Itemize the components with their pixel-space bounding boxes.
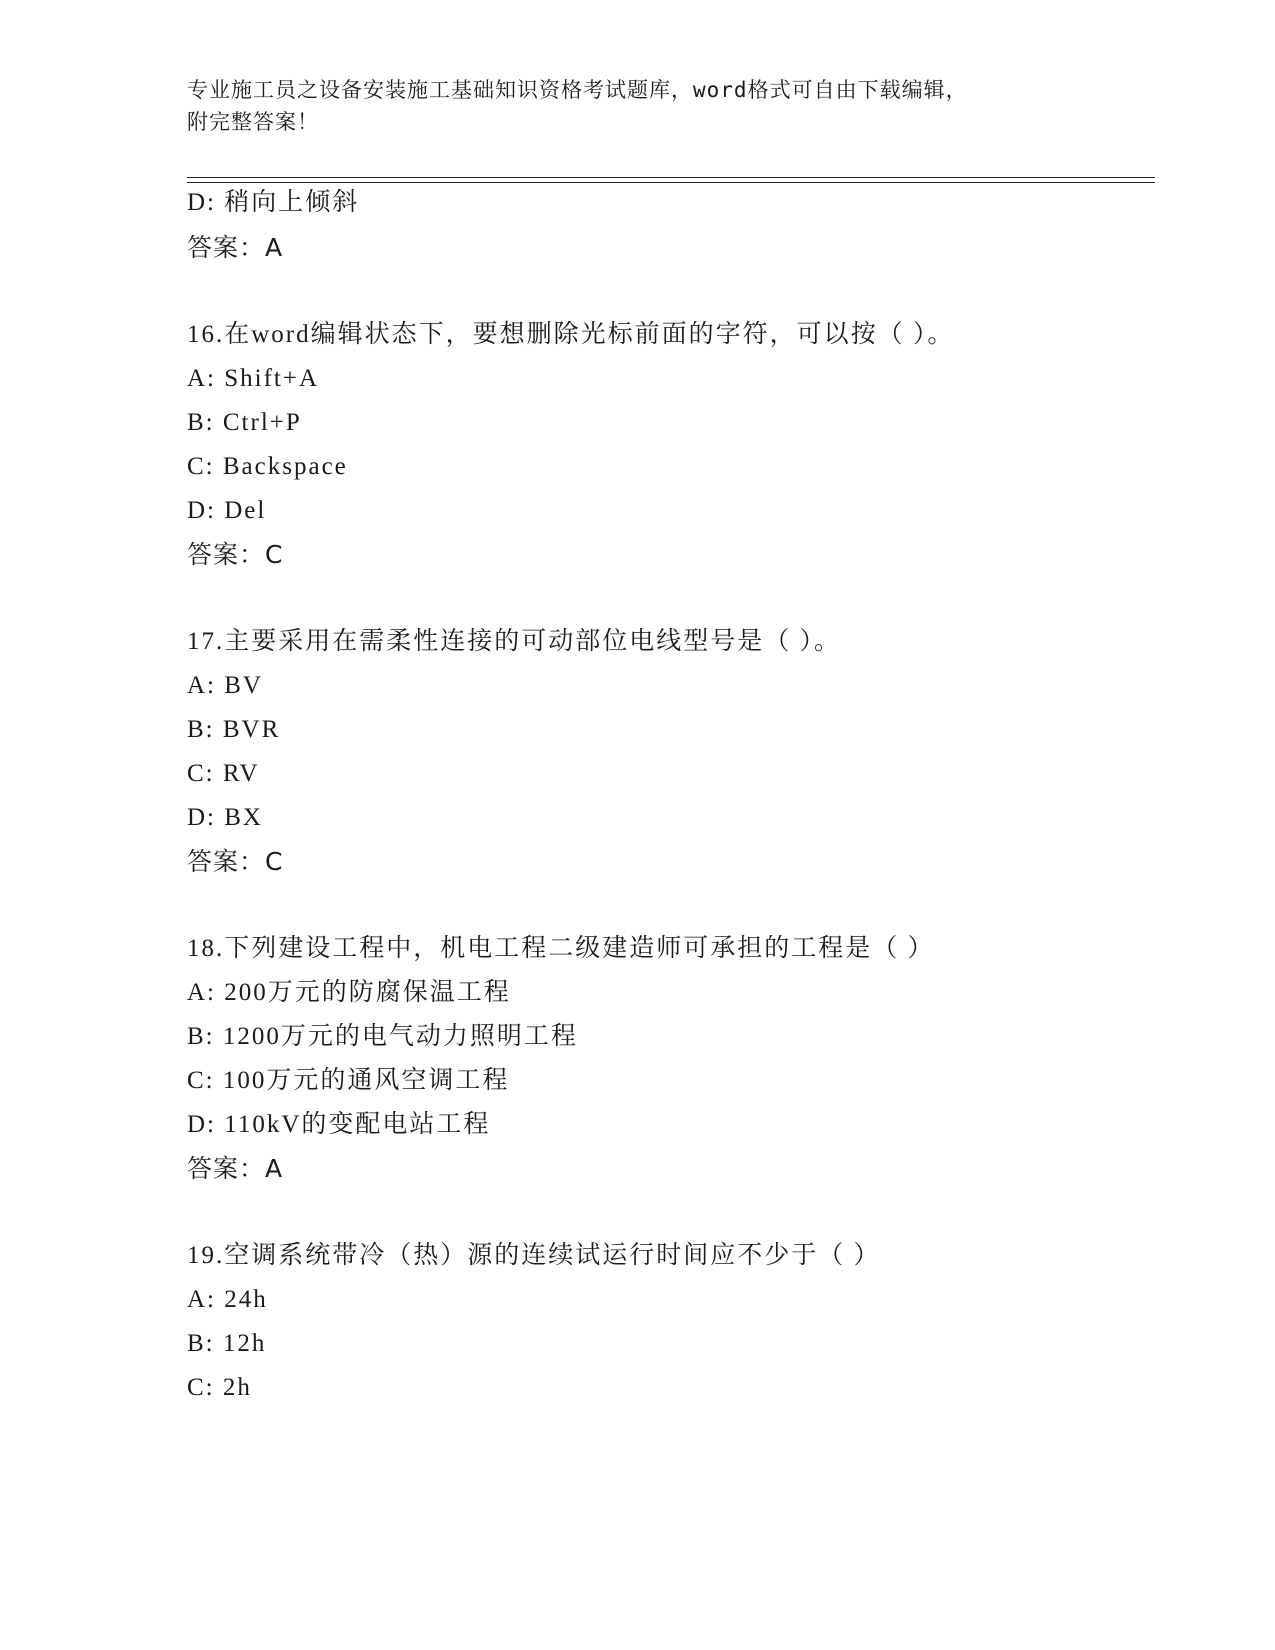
question-19-option-a: A: 24h xyxy=(187,1286,268,1313)
question-18-stem: 18.下列建设工程中，机电工程二级建造师可承担的工程是（ ） xyxy=(187,935,935,962)
question-17-stem: 17.主要采用在需柔性连接的可动部位电线型号是（ ）。 xyxy=(187,628,842,655)
document-header xyxy=(187,74,1067,138)
question-15-option-d: D: 稍向上倾斜 xyxy=(187,189,360,216)
question-16-option-b: B: Ctrl+P xyxy=(187,409,302,436)
question-17-answer: 答案：C xyxy=(187,847,284,876)
question-16-answer: 答案：C xyxy=(187,540,284,569)
header-line-2: 附完整答案！ xyxy=(187,110,319,134)
question-18-answer: 答案：A xyxy=(187,1154,284,1183)
question-16-option-c: C: Backspace xyxy=(187,453,348,480)
header-divider-bottom xyxy=(187,182,1155,183)
question-16-stem: 16.在word编辑状态下，要想删除光标前面的字符，可以按（ ）。 xyxy=(187,321,955,348)
question-16-option-d: D: Del xyxy=(187,497,267,524)
question-18-option-d: D: 110kV的变配电站工程 xyxy=(187,1111,491,1138)
question-17-option-a: A: BV xyxy=(187,672,263,699)
question-17-option-d: D: BX xyxy=(187,804,263,831)
question-17-option-c: C: RV xyxy=(187,760,260,787)
header-line-1: 专业施工员之设备安装施工基础知识资格考试题库，word格式可自由下载编辑， xyxy=(187,78,968,102)
header-divider-top xyxy=(187,177,1155,178)
question-18-option-c: C: 100万元的通风空调工程 xyxy=(187,1067,510,1094)
question-17-option-b: B: BVR xyxy=(187,716,281,743)
question-18-option-b: B: 1200万元的电气动力照明工程 xyxy=(187,1023,578,1050)
question-19-option-c: C: 2h xyxy=(187,1374,252,1401)
question-16-option-a: A: Shift+A xyxy=(187,365,320,392)
question-19-option-b: B: 12h xyxy=(187,1330,267,1357)
question-19-stem: 19.空调系统带冷（热）源的连续试运行时间应不少于（ ） xyxy=(187,1242,881,1269)
question-15-answer: 答案：A xyxy=(187,233,284,262)
question-18-option-a: A: 200万元的防腐保温工程 xyxy=(187,979,511,1006)
